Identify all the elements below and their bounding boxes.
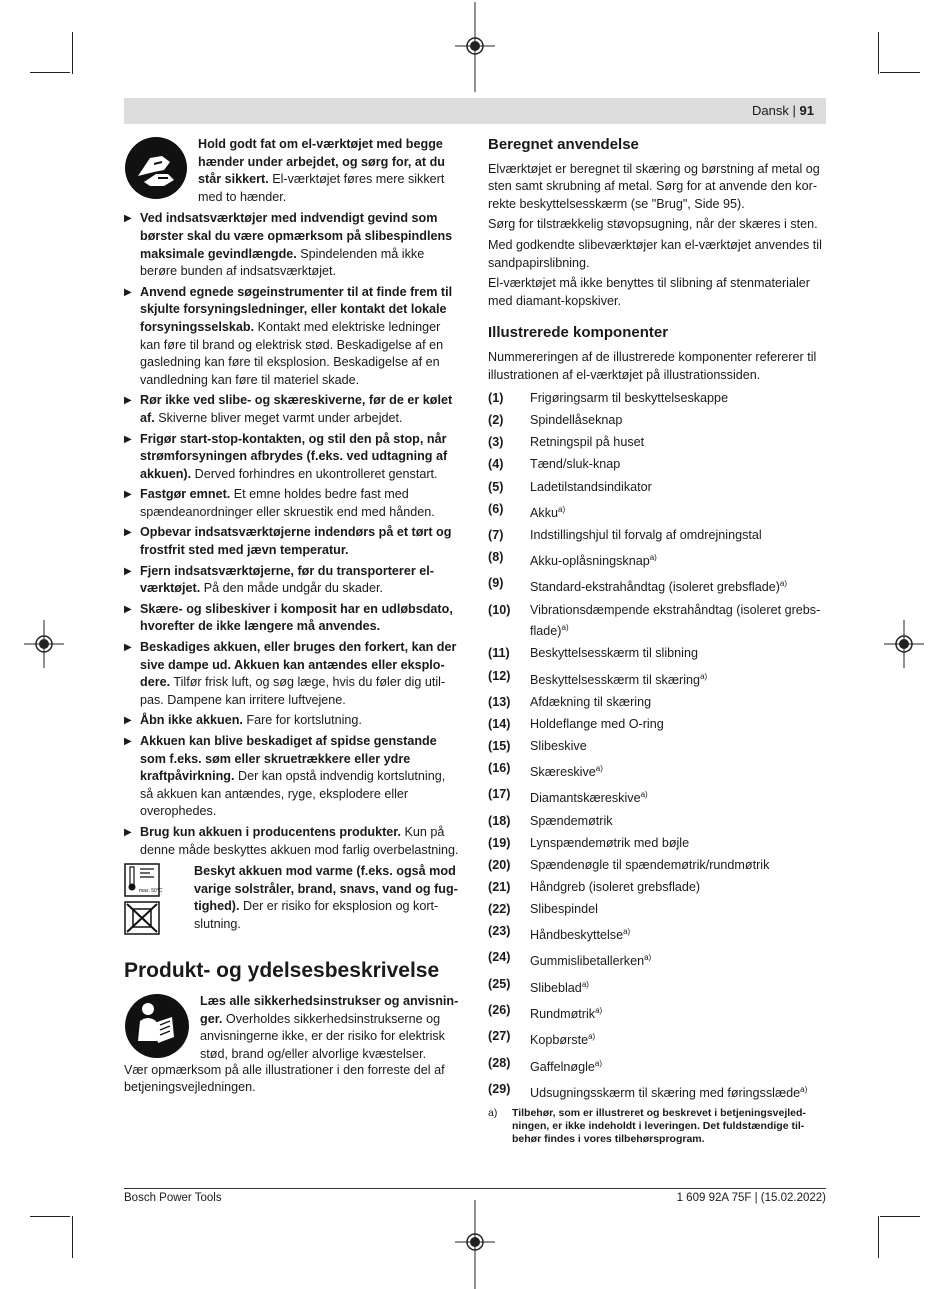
component-text: Afdækning til skæring bbox=[530, 694, 652, 709]
crop-mark bbox=[30, 1216, 70, 1217]
component-text: Kopbørste bbox=[530, 1033, 589, 1048]
footer-doc-id: 1 609 92A 75F | (15.02.2022) bbox=[676, 1192, 826, 1204]
list-item: ▶ Ved indsatsværktøjer med indvendigt gevind som børster skal du være opmærksom på slibespindlens maksimale gevindlængde. Spindelenden må ikke berøre bunden af indsatsværktøjet. bbox=[124, 211, 453, 279]
list-item bbox=[488, 390, 824, 408]
component-number: (3) bbox=[488, 435, 504, 450]
footnote-ref: a) bbox=[588, 1032, 596, 1042]
registration-mark-icon bbox=[455, 1200, 495, 1289]
crop-mark bbox=[878, 1216, 879, 1258]
component-label bbox=[530, 434, 644, 452]
list-item bbox=[488, 479, 824, 497]
list-item: ▶ Rør ikke ved slibe- og skæreskiverne, før de er kølet af. Skiverne bliver meget varmt under arbejdet. bbox=[124, 393, 453, 425]
component-text: Akku-oplåsningsknap bbox=[530, 554, 650, 569]
bullet-arrow-icon: ▶ bbox=[124, 603, 132, 615]
list-item bbox=[488, 901, 824, 919]
component-number: (19) bbox=[488, 835, 511, 850]
list-item: ▶ Skære- og slibeskiver i komposit har en udløbsdato, hvorefter de ikke længere må anvendes. bbox=[124, 601, 453, 634]
list-item bbox=[488, 412, 824, 430]
component-label bbox=[530, 575, 787, 597]
header-language: Dansk bbox=[752, 103, 789, 118]
two-hands-icon bbox=[124, 136, 188, 200]
component-label bbox=[530, 716, 664, 734]
component-text: Slibeblad bbox=[530, 980, 582, 995]
footer-brand: Bosch Power Tools bbox=[124, 1192, 222, 1204]
bullet-arrow-icon: ▶ bbox=[124, 213, 132, 225]
component-number: (25) bbox=[488, 976, 511, 991]
components-intro: Nummereringen af de illustrerede komponenter refererer til illustrationen af el-værktøjet på illustrationssiden. bbox=[488, 349, 817, 382]
left-column bbox=[124, 136, 460, 1100]
bullet-arrow-icon: ▶ bbox=[124, 395, 132, 407]
component-label bbox=[530, 456, 620, 474]
component-label bbox=[530, 479, 652, 497]
illustration-note: Vær opmærksom på alle illustrationer i den forreste del af betjeningsvejledningen. bbox=[124, 1062, 445, 1095]
component-label bbox=[530, 949, 651, 971]
list-item: ▶ Akkuen kan blive beskadiget af spidse genstande som f.eks. søm eller skruetrækkere eller ydre kraftpåvirkning. Der kan opstå indvendig kortslutning, så akkuen kan antændes, ryge, eksplodere eller overophedes. bbox=[124, 734, 446, 819]
component-text: Håndgreb (isoleret grebsflade) bbox=[530, 879, 701, 894]
crop-mark bbox=[30, 72, 70, 73]
list-item bbox=[488, 738, 824, 756]
heat-text: Der er risiko for eksplosion og kortslutning. bbox=[194, 899, 439, 931]
bullet-arrow-icon: ▶ bbox=[124, 286, 132, 298]
intended-paragraph: Elværktøjet er beregnet til skæring og børstning af metal og sten samt skrubning af metal. Sørg for at anvende den korrekte beskyttelsesskærm (se "Brug", Side 95). bbox=[488, 161, 820, 211]
component-number: (4) bbox=[488, 457, 504, 472]
component-number: (18) bbox=[488, 813, 511, 828]
component-number: (28) bbox=[488, 1055, 511, 1070]
max-temperature-icon bbox=[124, 863, 163, 897]
component-number: (12) bbox=[488, 668, 511, 683]
component-number: (6) bbox=[488, 501, 504, 516]
list-item bbox=[488, 760, 824, 782]
intro-text: El-værktøjet føres mere sikkert med to hænder. bbox=[198, 172, 445, 204]
component-number: (10) bbox=[488, 602, 511, 617]
component-text: Spindellåseknap bbox=[530, 413, 623, 428]
component-text: Udsugningsskærm til skæring med føringsslæde bbox=[530, 1085, 801, 1100]
bullet-arrow-icon: ▶ bbox=[124, 715, 132, 727]
component-text: Indstillingshjul til forvalg af omdrejningstal bbox=[530, 527, 762, 542]
component-label bbox=[530, 923, 630, 945]
component-label bbox=[530, 668, 707, 690]
component-text: Gummislibetallerken bbox=[530, 954, 645, 969]
list-item bbox=[488, 434, 824, 452]
component-text: Slibespindel bbox=[530, 902, 598, 916]
heat-bold: Beskyt akkuen mod varme (f.eks. også mod varige solstråler, brand, snavs, vand og fugtighed). bbox=[194, 864, 458, 914]
list-item: ▶ Beskadiges akkuen, eller bruges den forkert, kan der sive dampe ud. Akkuen kan antændes eller eksplodere. Tilfør frisk luft, og søg læge, hvis du føler dig utilpas. Dampene kan irritere luftvejene. bbox=[124, 640, 457, 707]
footnote-ref: a) bbox=[595, 1005, 603, 1015]
component-label bbox=[530, 1055, 602, 1077]
list-item bbox=[488, 949, 824, 971]
list-item bbox=[488, 1055, 824, 1077]
footnote-ref: a) bbox=[595, 764, 603, 774]
list-item: ▶ Fastgør emnet. Et emne holdes bedre fast med spændeanordninger eller skruestik end med hånden. bbox=[124, 487, 435, 519]
component-text: Akku bbox=[530, 505, 558, 520]
component-label bbox=[530, 976, 589, 998]
component-text: Håndbeskyttelse bbox=[530, 928, 624, 943]
crop-mark bbox=[878, 32, 879, 74]
intro-bold: Hold godt fat om el-værktøjet med begge hænder under arbejdet, og sørg for, at du står sikkert. bbox=[198, 137, 445, 187]
max-temperature-label: max. 50°C bbox=[139, 888, 163, 895]
components-title: Illustrerede komponenter bbox=[488, 324, 669, 342]
header-separator: | bbox=[792, 103, 796, 118]
component-number: (22) bbox=[488, 902, 511, 916]
component-number: (23) bbox=[488, 924, 511, 939]
read-manual-icon bbox=[124, 993, 190, 1059]
list-item bbox=[488, 694, 824, 712]
component-number: (24) bbox=[488, 950, 511, 965]
component-number: (17) bbox=[488, 787, 511, 802]
component-label bbox=[530, 901, 598, 919]
component-number: (7) bbox=[488, 527, 504, 542]
page-number: 91 bbox=[799, 103, 814, 118]
read-manual-warning bbox=[124, 993, 460, 1063]
component-label bbox=[530, 760, 603, 782]
component-label bbox=[530, 835, 689, 853]
section-title: Produkt- og ydelsesbeskrivelse bbox=[124, 959, 440, 983]
bullet-arrow-icon: ▶ bbox=[124, 565, 132, 577]
bullet-arrow-icon: ▶ bbox=[124, 527, 132, 539]
list-item bbox=[488, 716, 824, 734]
component-number: (14) bbox=[488, 716, 511, 731]
component-label bbox=[530, 813, 613, 831]
component-label bbox=[530, 412, 622, 430]
component-number: (11) bbox=[488, 646, 510, 661]
list-item bbox=[488, 1028, 824, 1050]
footnote-ref: a) bbox=[700, 671, 708, 681]
footnote-ref: a) bbox=[649, 552, 657, 562]
list-item bbox=[488, 501, 824, 523]
component-label bbox=[530, 390, 728, 408]
component-text: Spændenøgle til spændemøtrik/rundmøtrik bbox=[530, 857, 770, 872]
list-item bbox=[488, 456, 824, 474]
component-text: Spændemøtrik bbox=[530, 813, 613, 828]
footnote-ref: a) bbox=[594, 1058, 602, 1068]
footnote-ref: a) bbox=[561, 623, 569, 633]
list-item bbox=[488, 786, 824, 808]
component-number: (13) bbox=[488, 694, 511, 709]
read-bold: Læs alle sikkerhedsinstrukser og anvisninger. bbox=[200, 994, 459, 1026]
component-text: Beskyttelsesskærm til skæring bbox=[530, 672, 701, 687]
component-number: (5) bbox=[488, 479, 504, 494]
component-text: Rundmøtrik bbox=[530, 1007, 596, 1022]
component-text: Holdeflange med O-ring bbox=[530, 716, 664, 731]
component-label bbox=[530, 1081, 807, 1103]
list-item: ▶ Fjern indsatsværktøjerne, før du transporterer el-værktøjet. På den måde undgår du skader. bbox=[124, 563, 434, 596]
component-text: Slibeskive bbox=[530, 738, 587, 753]
component-text: Vibrationsdæmpende ekstrahåndtag (isoleret grebsflade) bbox=[530, 602, 821, 639]
component-label bbox=[530, 645, 698, 663]
footnote-mark: a) bbox=[488, 1107, 498, 1120]
component-text: Retningspil på huset bbox=[530, 435, 645, 450]
read-text: Overholdes sikkerhedsinstrukserne og anvisningerne ikke, er der risiko for elektrisk stød, brand og/eller alvorlige kvæstelser. bbox=[200, 1011, 445, 1061]
component-number: (2) bbox=[488, 413, 504, 428]
registration-mark-icon bbox=[24, 620, 64, 668]
list-item bbox=[488, 835, 824, 853]
component-number: (15) bbox=[488, 738, 511, 753]
component-label bbox=[530, 602, 824, 641]
footnote-ref: a) bbox=[640, 790, 648, 800]
list-item bbox=[488, 645, 824, 663]
intended-use-title: Beregnet anvendelse bbox=[488, 136, 639, 153]
component-text: Standard-ekstrahåndtag (isoleret grebsflade) bbox=[530, 580, 780, 595]
component-label bbox=[530, 879, 700, 897]
bullet-arrow-icon: ▶ bbox=[124, 736, 132, 747]
list-item: ▶ Frigør start-stop-kontakten, og stil den på stop, når strømforsyningen afbrydes (f.eks. ved udtagning af akkuen). Derved forhindres en ukontrolleret genstart. bbox=[124, 431, 448, 481]
component-number: (1) bbox=[488, 391, 504, 406]
list-item: ▶ Anvend egnede søgeinstrumenter til at finde frem til skjulte forsyningsledninger, eller kontakt det lokale forsyningsselskab. Kontakt med elektriske ledninger kan føre til brand og elektrisk stød. Beskadigelse af en gasledning kan føre til eksplosion. Beskadigelse af en vandledning kan føre til materiel skade. bbox=[124, 284, 453, 387]
component-text: Skæreskive bbox=[530, 765, 596, 780]
component-text: Lynspændemøtrik med bøjle bbox=[530, 835, 690, 850]
footnote-ref: a) bbox=[623, 927, 631, 937]
page-header bbox=[124, 98, 826, 124]
list-item bbox=[488, 549, 824, 571]
intended-paragraph: Med godkendte slibeværktøjer kan el-værktøjet anvendes til sandpapirslibning. bbox=[488, 237, 822, 270]
footnote-ref: a) bbox=[644, 953, 652, 963]
component-number: (27) bbox=[488, 1029, 511, 1044]
intended-paragraph: El-værktøjet må ikke benyttes til slibning af stenmaterialer med diamant-kopskiver. bbox=[488, 276, 810, 308]
list-item: ▶ Opbevar indsatsværktøjerne indendørs på et tørt og frostfrit sted med jævn temperatur. bbox=[124, 525, 452, 558]
component-label bbox=[530, 857, 769, 875]
component-label bbox=[530, 501, 565, 523]
component-text: Frigøringsarm til beskyttelseskappe bbox=[530, 391, 729, 406]
component-text: Diamantskæreskive bbox=[530, 791, 641, 806]
component-label bbox=[530, 549, 657, 571]
footnote bbox=[488, 1107, 824, 1146]
right-column bbox=[488, 136, 824, 1146]
registration-mark-icon bbox=[884, 620, 924, 668]
component-number: (16) bbox=[488, 761, 511, 776]
component-number: (8) bbox=[488, 549, 504, 564]
component-label bbox=[530, 527, 762, 545]
bullet-arrow-icon: ▶ bbox=[124, 433, 132, 445]
component-label bbox=[530, 786, 648, 808]
footnote-ref: a) bbox=[558, 504, 566, 514]
component-number: (21) bbox=[488, 879, 511, 894]
footnote-ref: a) bbox=[800, 1084, 808, 1094]
no-heat-battery-icon bbox=[124, 901, 160, 935]
components-list bbox=[488, 390, 824, 1102]
list-item: ▶ Brug kun akkuen i producentens produkter. Kun på denne måde beskyttes akkuen mod farlig overbelastning. bbox=[124, 824, 459, 857]
component-text: Tænd/sluk-knap bbox=[530, 457, 621, 472]
list-item bbox=[488, 602, 824, 641]
heat-warning bbox=[124, 863, 460, 935]
component-number: (26) bbox=[488, 1002, 511, 1017]
list-item bbox=[488, 668, 824, 690]
list-item bbox=[488, 527, 824, 545]
crop-mark bbox=[72, 1216, 73, 1258]
component-label bbox=[530, 1028, 595, 1050]
intended-paragraph: Sørg for tilstrækkelig støvopsugning, når der skæres i sten. bbox=[488, 217, 818, 232]
component-label bbox=[530, 694, 651, 712]
component-label bbox=[530, 1002, 602, 1024]
list-item bbox=[488, 879, 824, 897]
component-number: (9) bbox=[488, 576, 504, 591]
component-number: (29) bbox=[488, 1081, 511, 1096]
bullet-arrow-icon: ▶ bbox=[124, 826, 132, 838]
registration-mark-icon bbox=[455, 2, 495, 92]
component-label bbox=[530, 738, 587, 756]
footer-divider bbox=[124, 1188, 826, 1189]
component-number: (20) bbox=[488, 857, 511, 872]
bullet-arrow-icon: ▶ bbox=[124, 489, 132, 501]
list-item bbox=[488, 575, 824, 597]
component-text: Beskyttelsesskærm til slibning bbox=[530, 646, 698, 661]
crop-mark bbox=[880, 72, 920, 73]
hold-tool-warning bbox=[124, 136, 460, 206]
crop-mark bbox=[880, 1216, 920, 1217]
crop-mark bbox=[72, 32, 73, 74]
list-item bbox=[488, 1002, 824, 1024]
component-text: Gaffelnøgle bbox=[530, 1059, 595, 1074]
footnote-ref: a) bbox=[581, 979, 589, 989]
list-item bbox=[488, 813, 824, 831]
list-item bbox=[488, 1081, 824, 1103]
bullet-arrow-icon: ▶ bbox=[124, 642, 132, 654]
footnote-ref: a) bbox=[779, 579, 788, 589]
footnote-text: Tilbehør, som er illustreret og beskrevet i betjeningsvejledningen, er ikke indeholdt i leveringen. Det fuldstændige tilbehør findes i vores tilbehørsprogram. bbox=[512, 1107, 806, 1146]
list-item bbox=[488, 923, 824, 945]
list-item bbox=[488, 976, 824, 998]
list-item: ▶ Åbn ikke akkuen. Fare for kortslutning. bbox=[124, 712, 460, 730]
component-text: Ladetilstandsindikator bbox=[530, 479, 652, 494]
list-item bbox=[488, 857, 824, 875]
